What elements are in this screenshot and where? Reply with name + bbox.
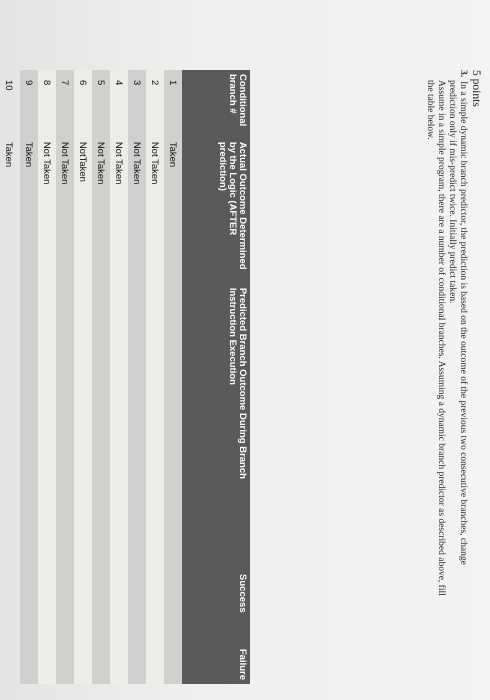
failure-cell[interactable]	[74, 617, 92, 684]
table-row	[74, 70, 92, 684]
header-success: Success	[237, 574, 248, 613]
branch-number: 8	[38, 70, 56, 138]
actual-outcome: Not Taken	[56, 138, 74, 284]
success-cell[interactable]	[128, 508, 146, 617]
actual-outcome: Taken	[20, 138, 38, 284]
header-predicted-outcome: Predicted Branch Outcome During Branch Instruction Execution	[227, 287, 248, 479]
actual-outcome: Not Taken	[92, 138, 110, 284]
branch-number: 9	[20, 70, 38, 138]
branch-number: 1	[164, 70, 182, 138]
branch-number: 10	[3, 80, 15, 91]
question-number: 3.	[458, 70, 468, 78]
actual-outcome: Taken	[3, 141, 15, 168]
branch-number: 3	[128, 70, 146, 138]
actual-outcome: Not Taken	[38, 138, 56, 284]
success-cell[interactable]	[0, 508, 20, 617]
failure-cell[interactable]	[56, 617, 74, 684]
failure-cell[interactable]	[38, 617, 56, 684]
failure-cell[interactable]	[164, 617, 182, 684]
header-branch-number: Conditional branch #	[227, 74, 248, 127]
branch-number: 5	[92, 70, 110, 138]
branch-number: 6	[74, 70, 92, 138]
failure-cell[interactable]	[110, 617, 128, 684]
actual-outcome: Not Taken	[146, 138, 164, 284]
success-cell[interactable]	[110, 508, 128, 617]
table-row	[164, 70, 182, 684]
branch-number: 4	[110, 70, 128, 138]
predicted-outcome-cell[interactable]	[74, 284, 92, 508]
success-cell[interactable]	[56, 508, 74, 617]
actual-outcome: Not Taken	[128, 138, 146, 284]
failure-cell[interactable]	[0, 617, 20, 684]
branch-number: 7	[56, 70, 74, 138]
predicted-outcome-cell[interactable]	[38, 284, 56, 508]
question-line-2: prediction only if mis-predict twice. Initially predict taken.	[447, 80, 457, 304]
question-line-1: In a simple dynamic branch predictor, the prediction is based on the outcome of the previous two consecutive branches, change	[458, 81, 468, 565]
question-line-3: Assume in a simple program, there are a number of conditional branches. Assuming a dynamic branch predictor as described above, fill	[436, 80, 446, 596]
predicted-outcome-cell[interactable]	[146, 284, 164, 508]
success-cell[interactable]	[20, 508, 38, 617]
table-row	[110, 70, 128, 684]
table-row	[38, 70, 56, 684]
table-header-row	[182, 70, 250, 684]
predicted-outcome-cell[interactable]	[20, 284, 38, 508]
predicted-outcome-cell[interactable]	[128, 284, 146, 508]
predicted-outcome-cell[interactable]	[56, 284, 74, 508]
predicted-outcome-cell[interactable]	[92, 284, 110, 508]
success-cell[interactable]	[146, 508, 164, 617]
table-row	[20, 70, 38, 684]
success-cell[interactable]	[38, 508, 56, 617]
header-actual-outcome: Actual Outcome Determined by the Logic (AFTER prediction)	[217, 141, 248, 270]
success-cell[interactable]	[92, 508, 110, 617]
header-failure: Failure	[237, 648, 248, 680]
table-row	[146, 70, 164, 684]
success-cell[interactable]	[74, 508, 92, 617]
actual-outcome: Taken	[164, 138, 182, 284]
actual-outcome: Not Taken	[110, 138, 128, 284]
failure-cell[interactable]	[146, 617, 164, 684]
question-line-4: the table below.	[425, 80, 435, 140]
actual-outcome: NotTaken	[74, 138, 92, 284]
points-label: 5 points	[470, 70, 482, 107]
failure-cell[interactable]	[92, 617, 110, 684]
predicted-outcome-cell[interactable]	[164, 284, 182, 508]
failure-cell[interactable]	[128, 617, 146, 684]
predicted-outcome-cell[interactable]	[0, 284, 20, 508]
failure-cell[interactable]	[20, 617, 38, 684]
table-row	[0, 70, 20, 684]
table-row	[56, 70, 74, 684]
success-cell[interactable]	[164, 508, 182, 617]
branch-prediction-table	[0, 70, 250, 684]
predicted-outcome-cell[interactable]	[110, 284, 128, 508]
branch-number: 2	[146, 70, 164, 138]
table-row	[128, 70, 146, 684]
table-row	[92, 70, 110, 684]
question-text	[424, 70, 468, 670]
